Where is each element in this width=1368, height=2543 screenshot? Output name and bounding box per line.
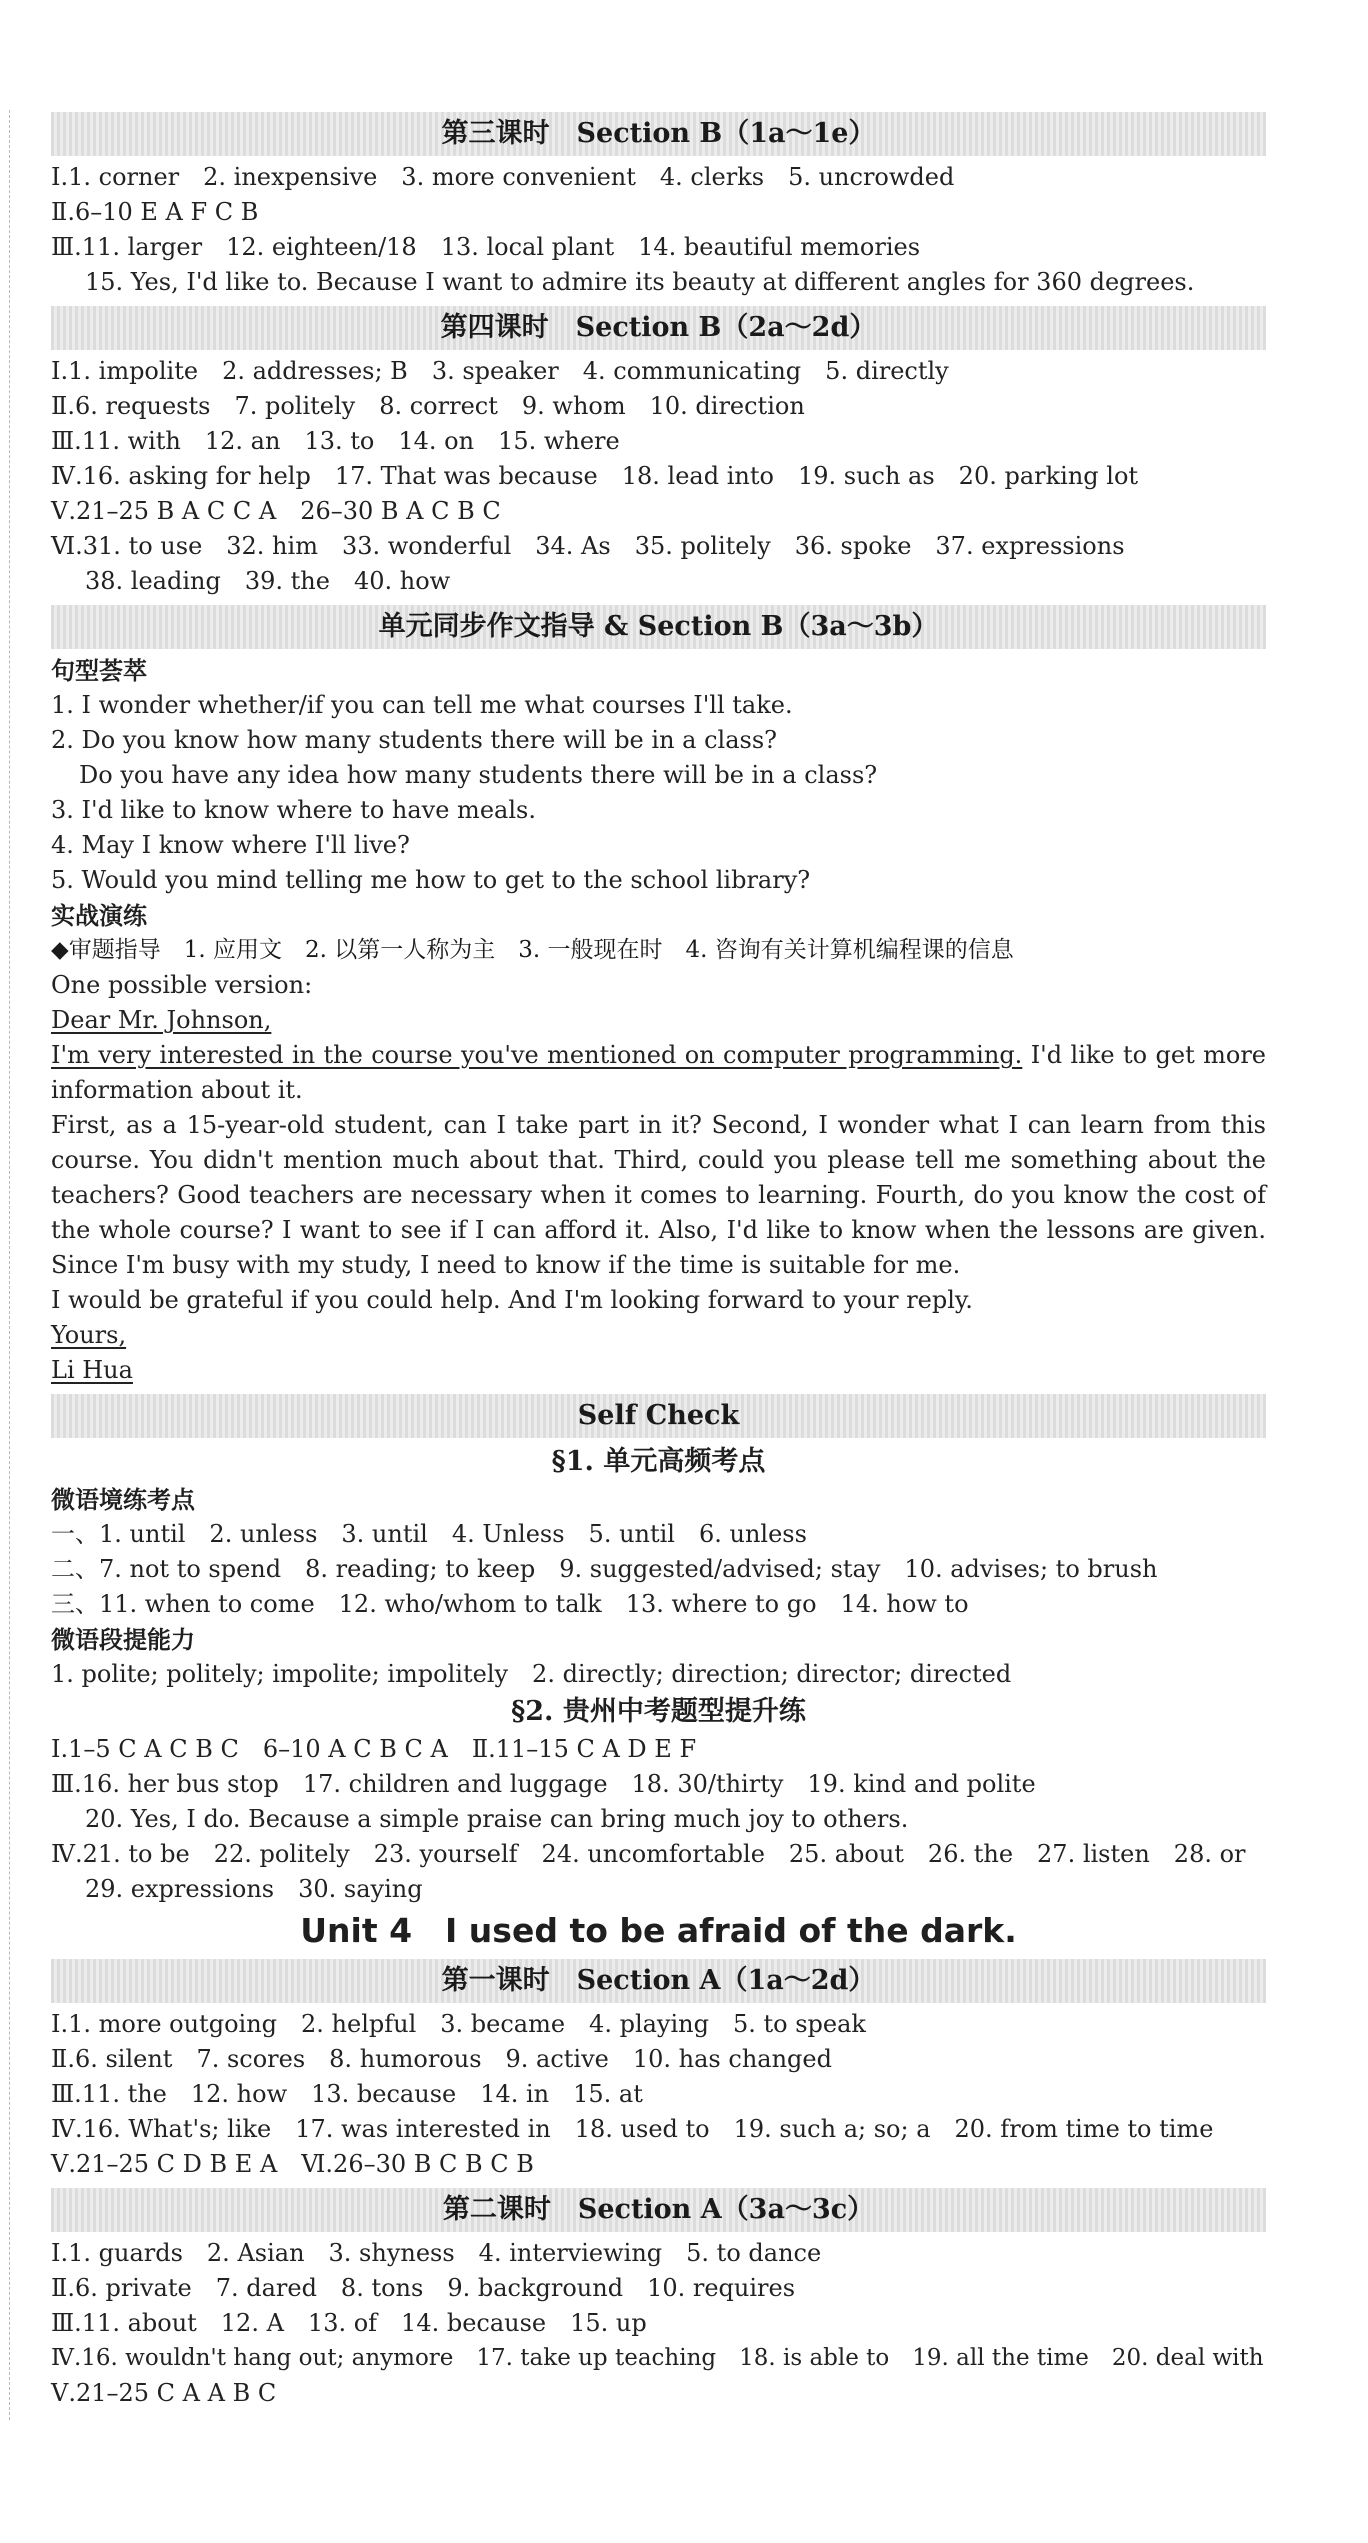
unit4-lesson2-line-2: Ⅱ.6. private 7. dared 8. tons 9. background 10. requires	[51, 2274, 796, 2302]
left-margin-rule	[9, 110, 10, 2420]
lesson4-title: 第四课时 Section B（2a～2d）	[51, 306, 1266, 350]
pattern-4: 4. May I know where I'll live?	[51, 831, 410, 859]
opening-sentence: I'm very interested in the course you've mentioned on computer programming.	[51, 1041, 1023, 1069]
lesson3-line-1: Ⅰ.1. corner 2. inexpensive 3. more convenient 4. clerks 5. uncrowded	[51, 163, 955, 191]
lesson4-line-2: Ⅱ.6. requests 7. politely 8. correct 9. whom 10. direction	[51, 392, 805, 420]
salutation-text: Dear Mr. Johnson,	[51, 1006, 272, 1034]
writing-title: 单元同步作文指导 & Section B（3a～3b）	[51, 605, 1266, 649]
lesson4-line-1: Ⅰ.1. impolite 2. addresses; B 3. speaker 4. communicating 5. directly	[51, 357, 949, 385]
self-check-line-2: 二、7. not to spend 8. reading; to keep 9. suggested/advised; stay 10. advises; to brush	[51, 1555, 1158, 1583]
micro-context-heading: 微语境练考点	[51, 1485, 195, 1514]
lesson3-line-3: Ⅲ.11. larger 12. eighteen/18 13. local plant 14. beautiful memories	[51, 233, 921, 261]
pattern-3: 3. I'd like to know where to have meals.	[51, 796, 536, 824]
lesson3-line-2: Ⅱ.6–10 E A F C B	[51, 198, 259, 226]
lesson4-line-5: Ⅴ.21–25 B A C C A 26–30 B A C B C	[51, 497, 501, 525]
letter-closing	[51, 1318, 1266, 1353]
unit4-lesson1-line-2: Ⅱ.6. silent 7. scores 8. humorous 9. active 10. has changed	[51, 2045, 832, 2073]
unit4-lesson2-line-1: Ⅰ.1. guards 2. Asian 3. shyness 4. interviewing 5. to dance	[51, 2239, 822, 2267]
signature-text: Li Hua	[51, 1356, 133, 1384]
lesson3-line-4: 15. Yes, I'd like to. Because I want to admire its beauty at different angles for 360 degrees.	[85, 268, 1195, 296]
unit4-lesson1-line-4: Ⅳ.16. What's; like 17. was interested in 18. used to 19. such a; so; a 20. from time to time	[51, 2115, 1214, 2143]
practice-heading: 实战演练	[51, 901, 147, 930]
pattern-2: 2. Do you know how many students there will be in a class?	[51, 726, 778, 754]
letter-paragraph-1	[51, 1038, 1266, 1108]
unit4-lesson1-title: 第一课时 Section A（1a～2d）	[51, 1959, 1266, 2003]
opening-rest: I'd like to get more information about it.	[51, 1041, 1266, 1104]
self-check-line-8: Ⅳ.21. to be 22. politely 23. yourself 24. uncomfortable 25. about 26. the 27. listen 28. or	[51, 1840, 1246, 1868]
self-check-line-3: 三、11. when to come 12. who/whom to talk 13. where to go 14. how to	[51, 1590, 969, 1618]
self-check-line-5: Ⅰ.1–5 C A C B C 6–10 A C B C A Ⅱ.11–15 C A D E F	[51, 1735, 697, 1763]
lesson4-line-7: 38. leading 39. the 40. how	[85, 567, 451, 595]
unit-title: Unit 4 I used to be afraid of the dark.	[300, 1911, 1017, 1950]
unit4-lesson2-line-4: Ⅳ.16. wouldn't hang out; anymore 17. take up teaching 18. is able to 19. all the time 20. deal with	[51, 2345, 1264, 2371]
self-check-line-6: Ⅲ.16. her bus stop 17. children and luggage 18. 30/thirty 19. kind and polite	[51, 1770, 1036, 1798]
pattern-1: 1. I wonder whether/if you can tell me what courses I'll take.	[51, 691, 793, 719]
unit4-lesson2-title: 第二课时 Section A（3a～3c）	[51, 2188, 1266, 2232]
letter-paragraph-2: First, as a 15-year-old student, can I take part in it? Second, I wonder what I can learn from this course. You didn't mention much about that. Third, could you please tell me something about the teachers? Good teachers are necessary when it comes to learning. Fourth, do you know the cost of the whole course? I want to see if I can afford it. Also, I'd like to know when the lessons are given. Since I'm busy with my study, I need to know if the time is suitable for me.	[51, 1111, 1266, 1279]
self-check-part-2: §2. 贵州中考题型提升练	[511, 1696, 806, 1727]
sentence-patterns-heading: 句型荟萃	[51, 656, 147, 685]
unit4-lesson2-line-5: Ⅴ.21–25 C A A B C	[51, 2379, 277, 2407]
self-check-title: Self Check	[51, 1394, 1266, 1438]
unit4-lesson1-line-5: Ⅴ.21–25 C D B E A Ⅵ.26–30 B C B C B	[51, 2150, 534, 2178]
unit4-lesson1-line-3: Ⅲ.11. the 12. how 13. because 14. in 15. at	[51, 2080, 643, 2108]
letter-signature	[51, 1353, 1266, 1388]
self-check-line-7: 20. Yes, I do. Because a simple praise can bring much joy to others.	[85, 1805, 909, 1833]
pattern-2-alt: Do you have any idea how many students there will be in a class?	[79, 761, 878, 789]
pattern-5: 5. Would you mind telling me how to get to the school library?	[51, 866, 811, 894]
self-check-line-4: 1. polite; politely; impolite; impolitely 2. directly; direction; director; directed	[51, 1660, 1012, 1688]
lesson4-line-6: Ⅵ.31. to use 32. him 33. wonderful 34. As 35. politely 36. spoke 37. expressions	[51, 532, 1125, 560]
review-guide: ◆审题指导 1. 应用文 2. 以第一人称为主 3. 一般现在时 4. 咨询有关计算机编程课的信息	[51, 937, 1014, 963]
self-check-part-1: §1. 单元高频考点	[551, 1446, 766, 1477]
micro-paragraph-heading: 微语段提能力	[51, 1625, 195, 1654]
closing-text: Yours,	[51, 1321, 127, 1349]
lesson4-line-3: Ⅲ.11. with 12. an 13. to 14. on 15. where	[51, 427, 620, 455]
letter-salutation	[51, 1003, 1266, 1038]
self-check-line-1: 一、1. until 2. unless 3. until 4. Unless 5. until 6. unless	[51, 1520, 807, 1548]
lesson3-title: 第三课时 Section B（1a～1e）	[51, 112, 1266, 156]
answer-content	[51, 106, 1266, 2411]
lesson4-line-4: Ⅳ.16. asking for help 17. That was because 18. lead into 19. such as 20. parking lot	[51, 462, 1139, 490]
possible-version: One possible version:	[51, 971, 313, 999]
self-check-line-9: 29. expressions 30. saying	[85, 1875, 423, 1903]
letter-paragraph-3: I would be grateful if you could help. And I'm looking forward to your reply.	[51, 1286, 973, 1314]
unit4-lesson1-line-1: Ⅰ.1. more outgoing 2. helpful 3. became 4. playing 5. to speak	[51, 2010, 866, 2038]
unit4-lesson2-line-3: Ⅲ.11. about 12. A 13. of 14. because 15. up	[51, 2309, 647, 2337]
